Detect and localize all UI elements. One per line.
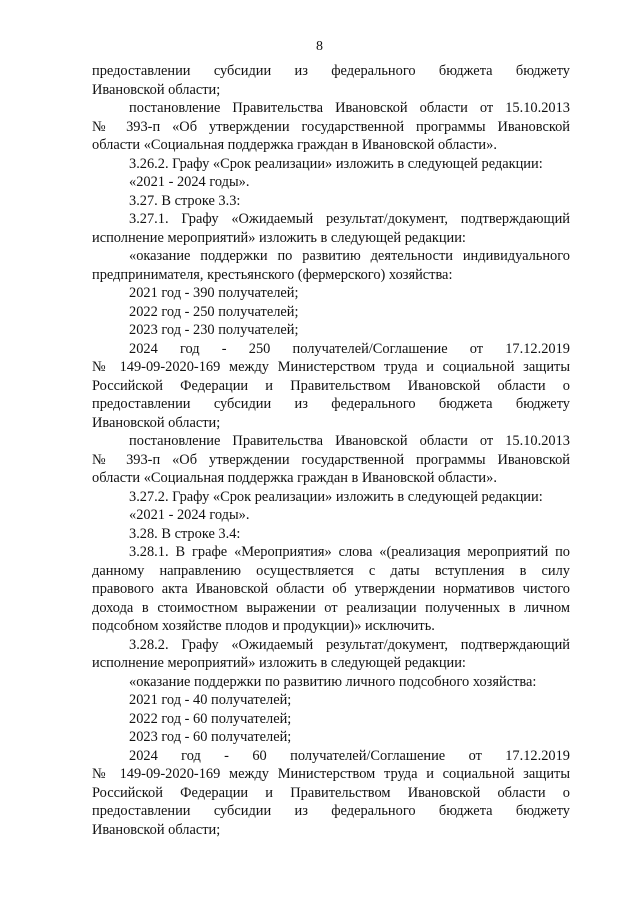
text-line: 2023 год - 230 получателей;: [129, 322, 299, 338]
text-line: области «Социальная поддержка граждан в Ивановской области».: [92, 137, 497, 153]
text-line: 2021 год - 390 получателей;: [129, 285, 299, 301]
text-line: 3.28. В строке 3.4:: [129, 525, 241, 542]
text-line: предоставлении субсидии из федерального бюджета бюджету: [92, 63, 570, 79]
text-line: предпринимателя, крестьянского (фермерского) хозяйства:: [92, 266, 453, 283]
document-body: [92, 62, 570, 839]
text-line: Российской Федерации и Правительством Ивановской области о: [92, 377, 570, 394]
text-line: № 149-09-2020-169 между Министерством труда и социальной защиты: [92, 766, 570, 782]
text-line: «2021 - 2024 годы».: [129, 174, 250, 190]
text-line: Ивановской области;: [92, 821, 221, 838]
text-line: дохода в стоимостном выражении от реализации полученных в личном: [92, 599, 570, 616]
text-line: 2022 год - 60 получателей;: [129, 710, 292, 727]
text-line: 3.27.2. Графу «Срок реализации» изложить в следующей редакции:: [129, 488, 543, 505]
text-line: данному направлению осуществляется с даты вступления в силу: [92, 562, 570, 579]
text-line: 2024 год - 60 получателей/Соглашение от 17.12.2019: [129, 747, 570, 764]
text-line: 3.28.1. В графе «Мероприятия» слова «(реализация мероприятий по: [129, 544, 570, 560]
text-line: 3.27.1. Графу «Ожидаемый результат/документ, подтверждающий: [129, 211, 570, 227]
text-line: № 393-п «Об утверждении государственной программы Ивановской: [92, 118, 570, 135]
text-line: «оказание поддержки по развитию личного подсобного хозяйства:: [129, 673, 537, 690]
text-line: 2023 год - 60 получателей;: [129, 729, 292, 745]
text-line: 3.28.2. Графу «Ожидаемый результат/документ, подтверждающий: [129, 636, 570, 653]
text-line: постановление Правительства Ивановской области от 15.10.2013: [129, 100, 570, 116]
text-line: области «Социальная поддержка граждан в Ивановской области».: [92, 470, 497, 486]
text-line: предоставлении субсидии из федерального бюджета бюджету: [92, 803, 570, 819]
text-line: Ивановской области;: [92, 81, 221, 98]
text-line: «2021 - 2024 годы».: [129, 507, 250, 523]
text-line: подсобном хозяйстве плодов и продукции)» исключить.: [92, 618, 435, 634]
text-line: № 393-п «Об утверждении государственной программы Ивановской: [92, 451, 570, 468]
text-line: постановление Правительства Ивановской области от 15.10.2013: [129, 433, 570, 449]
text-line: Российской Федерации и Правительством Ивановской области о: [92, 784, 570, 801]
text-line: «оказание поддержки по развитию деятельности индивидуального: [129, 248, 570, 264]
text-line: 3.26.2. Графу «Срок реализации» изложить в следующей редакции:: [129, 155, 543, 172]
text-line: исполнение мероприятий» изложить в следующей редакции:: [92, 229, 466, 246]
text-line: правового акта Ивановской области об утверждении нормативов чистого: [92, 581, 570, 597]
text-line: Ивановской области;: [92, 414, 221, 431]
page-number: 8: [316, 39, 323, 54]
text-line: 3.27. В строке 3.3:: [129, 192, 241, 209]
text-line: 2024 год - 250 получателей/Соглашение от 17.12.2019: [129, 340, 570, 357]
text-line: предоставлении субсидии из федерального бюджета бюджету: [92, 396, 570, 412]
text-line: № 149-09-2020-169 между Министерством труда и социальной защиты: [92, 359, 570, 375]
text-line: исполнение мероприятий» изложить в следующей редакции:: [92, 655, 466, 671]
text-line: 2021 год - 40 получателей;: [129, 692, 292, 708]
text-line: 2022 год - 250 получателей;: [129, 303, 299, 320]
